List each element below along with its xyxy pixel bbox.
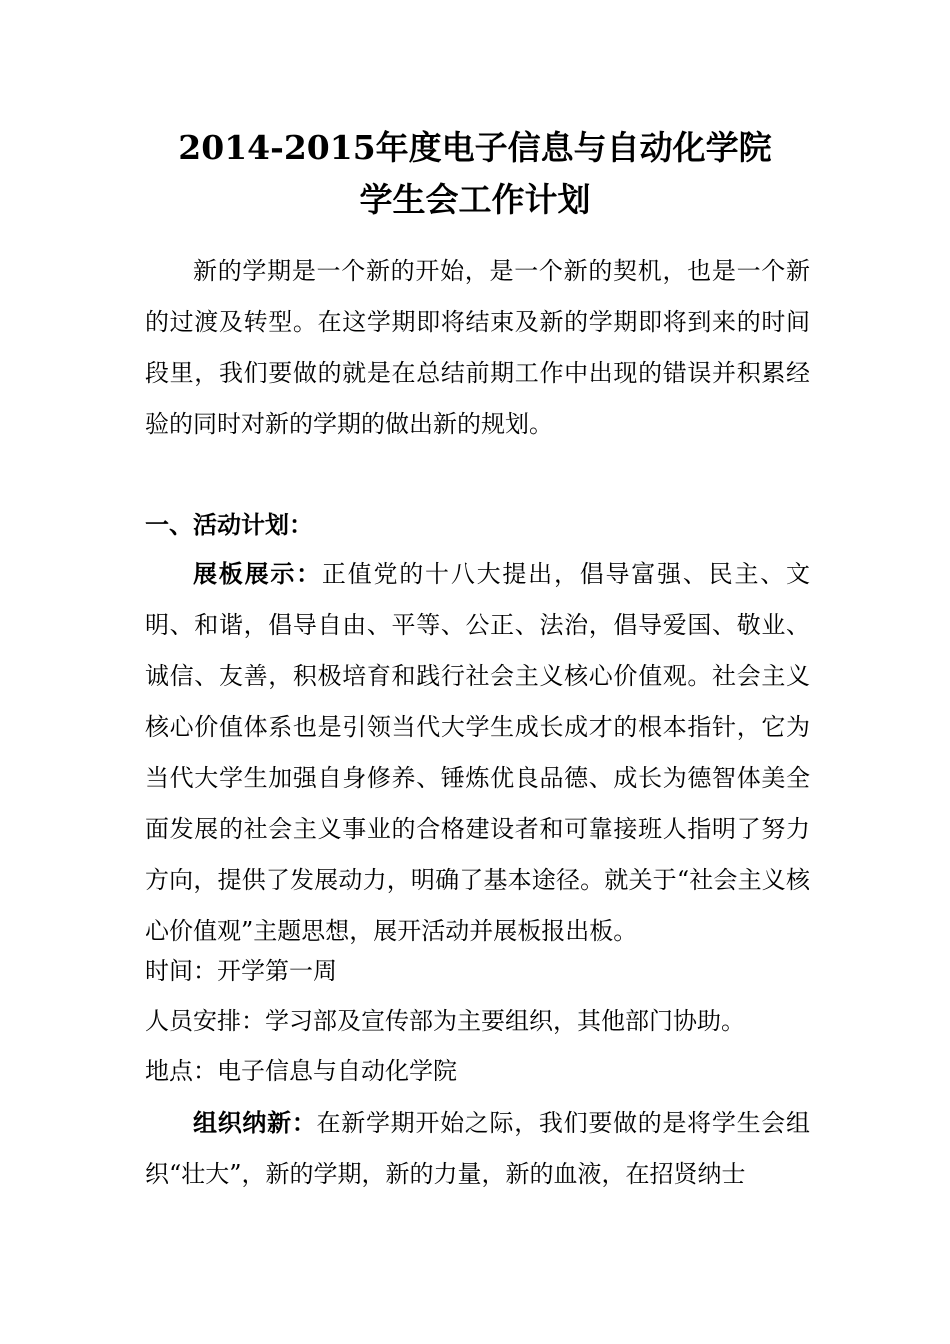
intro-paragraph: 新的学期是一个新的开始，是一个新的契机，也是一个新的过渡及转型。在这学期即将结束及新的学期即将到来的时间段里，我们要做的就是在总结前期工作中出现的错误并积累经验的同时对新的学期的做出新的规划。 [145, 257, 810, 438]
document-title-line-1: 2014-2015年度电子信息与自动化学院 [178, 128, 772, 167]
recruit-text: 在新学期开始之际，我们要做的是将学生会组织“壮大”，新的学期，新的力量，新的血液，在招贤纳士 [145, 1109, 811, 1188]
document-title-line-2: 学生会工作计划 [359, 180, 591, 219]
exhibit-lead: 展板展示： [193, 559, 322, 588]
recruit-lead: 组织纳新： [193, 1108, 317, 1137]
exhibit-text: 正值党的十八大提出，倡导富强、民主、文明、和谐，倡导自由、平等、公正、法治，倡导爱国、敬业、诚信、友善，积极培育和践行社会主义核心价值观。社会主义核心价值体系也是引领当代大学生成长成才的根本指针，它为当代大学生加强自身修养、锤炼优良品德、成长为德智体美全面发展的社会主义事业的合格建设者和可靠接班人指明了努力方向，提供了发展动力，明确了基本途径。就关于“社会主义核心价值观”主题思想，展开活动并展板报出板。 [145, 560, 811, 945]
section-heading-activity-plan: 一、活动计划： [145, 510, 313, 539]
exhibit-paragraph [145, 548, 810, 957]
place-line: 地点：电子信息与自动化学院 [145, 1057, 457, 1085]
time-line: 时间：开学第一周 [145, 957, 337, 985]
recruit-paragraph [145, 1097, 810, 1200]
staff-line: 人员安排：学习部及宣传部为主要组织，其他部门协助。 [145, 1007, 745, 1035]
